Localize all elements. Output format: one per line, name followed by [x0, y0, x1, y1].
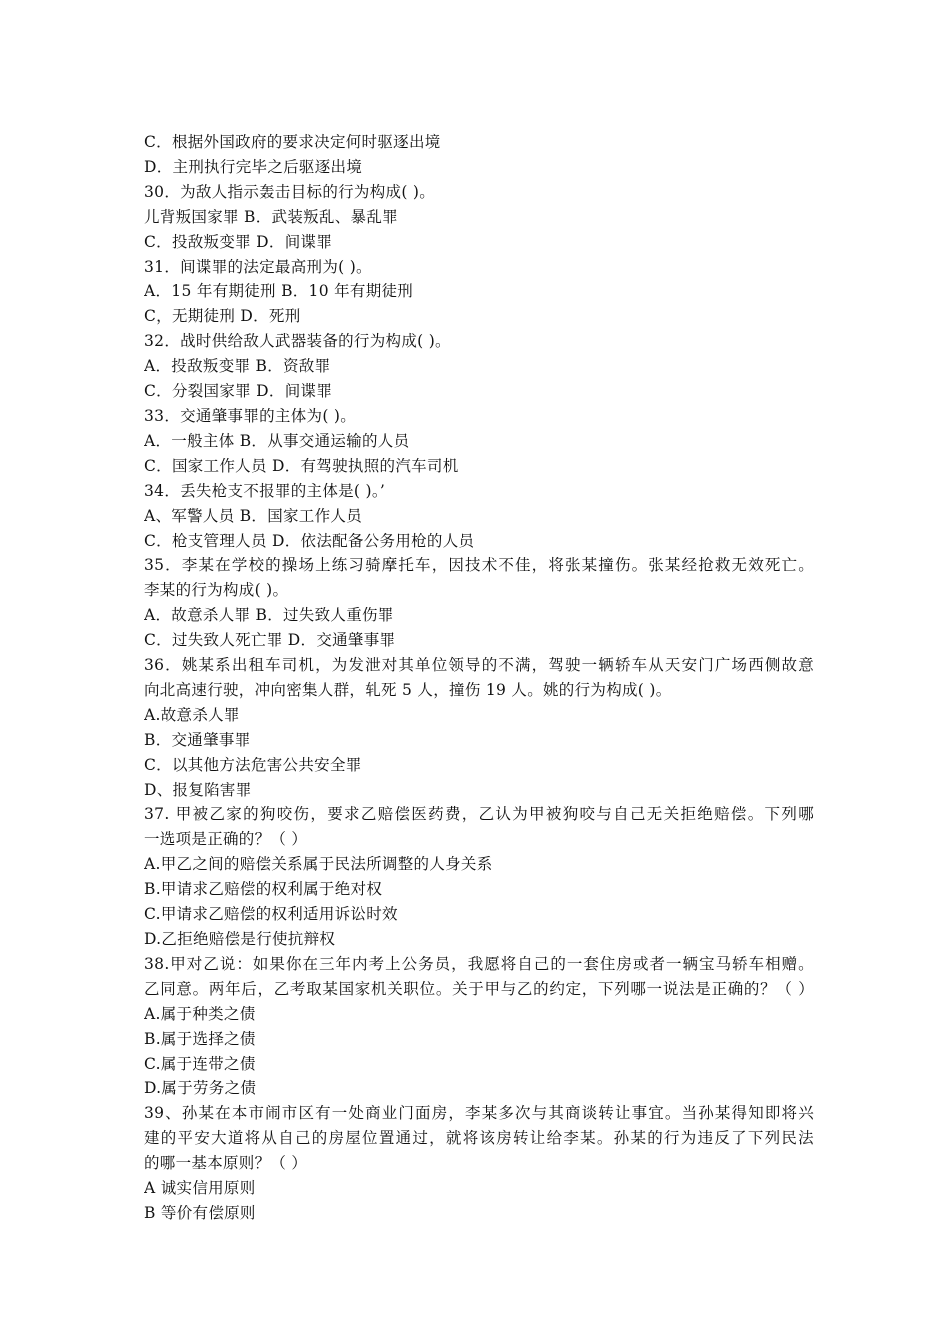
text-line: A.甲乙之间的赔偿关系属于民法所调整的人身关系: [144, 855, 493, 874]
text-line: A．15 年有期徒刑 B．10 年有期徒刑: [144, 282, 414, 301]
text-line: A．故意杀人罪 B．过失致人重伤罪: [144, 606, 394, 625]
text-line: 一选项是正确的？（ ）: [144, 830, 308, 849]
text-line: B.属于选择之债: [144, 1029, 256, 1048]
text-line: 30．为敌人指示轰击目标的行为构成( )。: [144, 182, 436, 201]
text-line: A．投敌叛变罪 B．资敌罪: [144, 357, 331, 376]
text-line: A．一般主体 B．从事交通运输的人员: [144, 431, 410, 450]
text-line: D、报复陷害罪: [144, 780, 252, 799]
text-line: 建的平安大道将从自己的房屋位置通过，就将该房转让给李某。孙某的行为违反了下列民法: [144, 1129, 814, 1148]
text-line: C.甲请求乙赔偿的权利适用诉讼时效: [144, 905, 398, 924]
text-line: C．根据外国政府的要求决定何时驱逐出境: [144, 133, 441, 151]
text-line: A.故意杀人罪: [144, 705, 240, 724]
document-body: [144, 130, 814, 1226]
text-line: 李某的行为构成( )。: [144, 581, 289, 600]
text-line: 33．交通肇事罪的主体为( )。: [144, 406, 357, 425]
text-line: A、军警人员 B．国家工作人员: [144, 506, 363, 525]
text-line: C．投敌叛变罪 D．间谍罪: [144, 232, 333, 251]
text-line: D．主刑执行完毕之后驱逐出境: [144, 157, 363, 176]
text-line: C.属于连带之债: [144, 1054, 256, 1073]
text-line: 乙同意。两年后，乙考取某国家机关职位。关于甲与乙的约定，下列哪一说法是正确的？（ ）: [144, 979, 814, 998]
text-line: C．以其他方法危害公共安全罪: [144, 755, 362, 774]
text-line: B 等价有偿原则: [144, 1203, 256, 1222]
text-line: C．枪支管理人员 D．依法配备公务用枪的人员: [144, 531, 475, 550]
text-line: 儿背叛国家罪 B．武装叛乱、暴乱罪: [144, 207, 398, 226]
text-line: 32．战时供给敌人武器装备的行为构成( )。: [144, 332, 451, 351]
text-line: 的哪一基本原则？（ ）: [144, 1154, 308, 1173]
text-line: C．过失致人死亡罪 D．交通肇事罪: [144, 631, 396, 650]
text-line: B.甲请求乙赔偿的权利属于绝对权: [144, 880, 383, 899]
text-line: C，无期徒刑 D．死刑: [144, 307, 301, 326]
text-line: 36．姚某系出租车司机，为发泄对其单位领导的不满，驾驶一辆轿车从天安门广场西侧故意: [144, 656, 814, 675]
text-line: 31．间谍罪的法定最高刑为( )。: [144, 257, 372, 276]
text-line: A.属于种类之债: [144, 1004, 256, 1023]
text-line: C．国家工作人员 D．有驾驶执照的汽车司机: [144, 456, 459, 475]
text-line: A 诚实信用原则: [144, 1179, 256, 1198]
text-line: 39、孙某在本市闹市区有一处商业门面房，李某多次与其商谈转让事宜。当孙某得知即将兴: [144, 1104, 814, 1123]
text-line: 38.甲对乙说：如果你在三年内考上公务员，我愿将自己的一套住房或者一辆宝马轿车相赠。: [144, 954, 814, 973]
text-line: 34．丢失枪支不报罪的主体是( )。’: [144, 481, 386, 500]
text-line: B．交通肇事罪: [144, 730, 251, 749]
text-line: D.乙拒绝赔偿是行使抗辩权: [144, 930, 336, 948]
text-line: C．分裂国家罪 D．间谍罪: [144, 382, 333, 401]
text-line: D.属于劳务之债: [144, 1079, 257, 1098]
text-line: 向北高速行驶，冲向密集人群，轧死 5 人，撞伤 19 人。姚的行为构成( )。: [144, 680, 672, 699]
text-line: 37. 甲被乙家的狗咬伤，要求乙赔偿医药费，乙认为甲被狗咬与自己无关拒绝赔偿。下列哪: [144, 805, 814, 824]
text-line: 35．李某在学校的操场上练习骑摩托车，因技术不佳，将张某撞伤。张某经抢救无效死亡。: [144, 556, 814, 575]
